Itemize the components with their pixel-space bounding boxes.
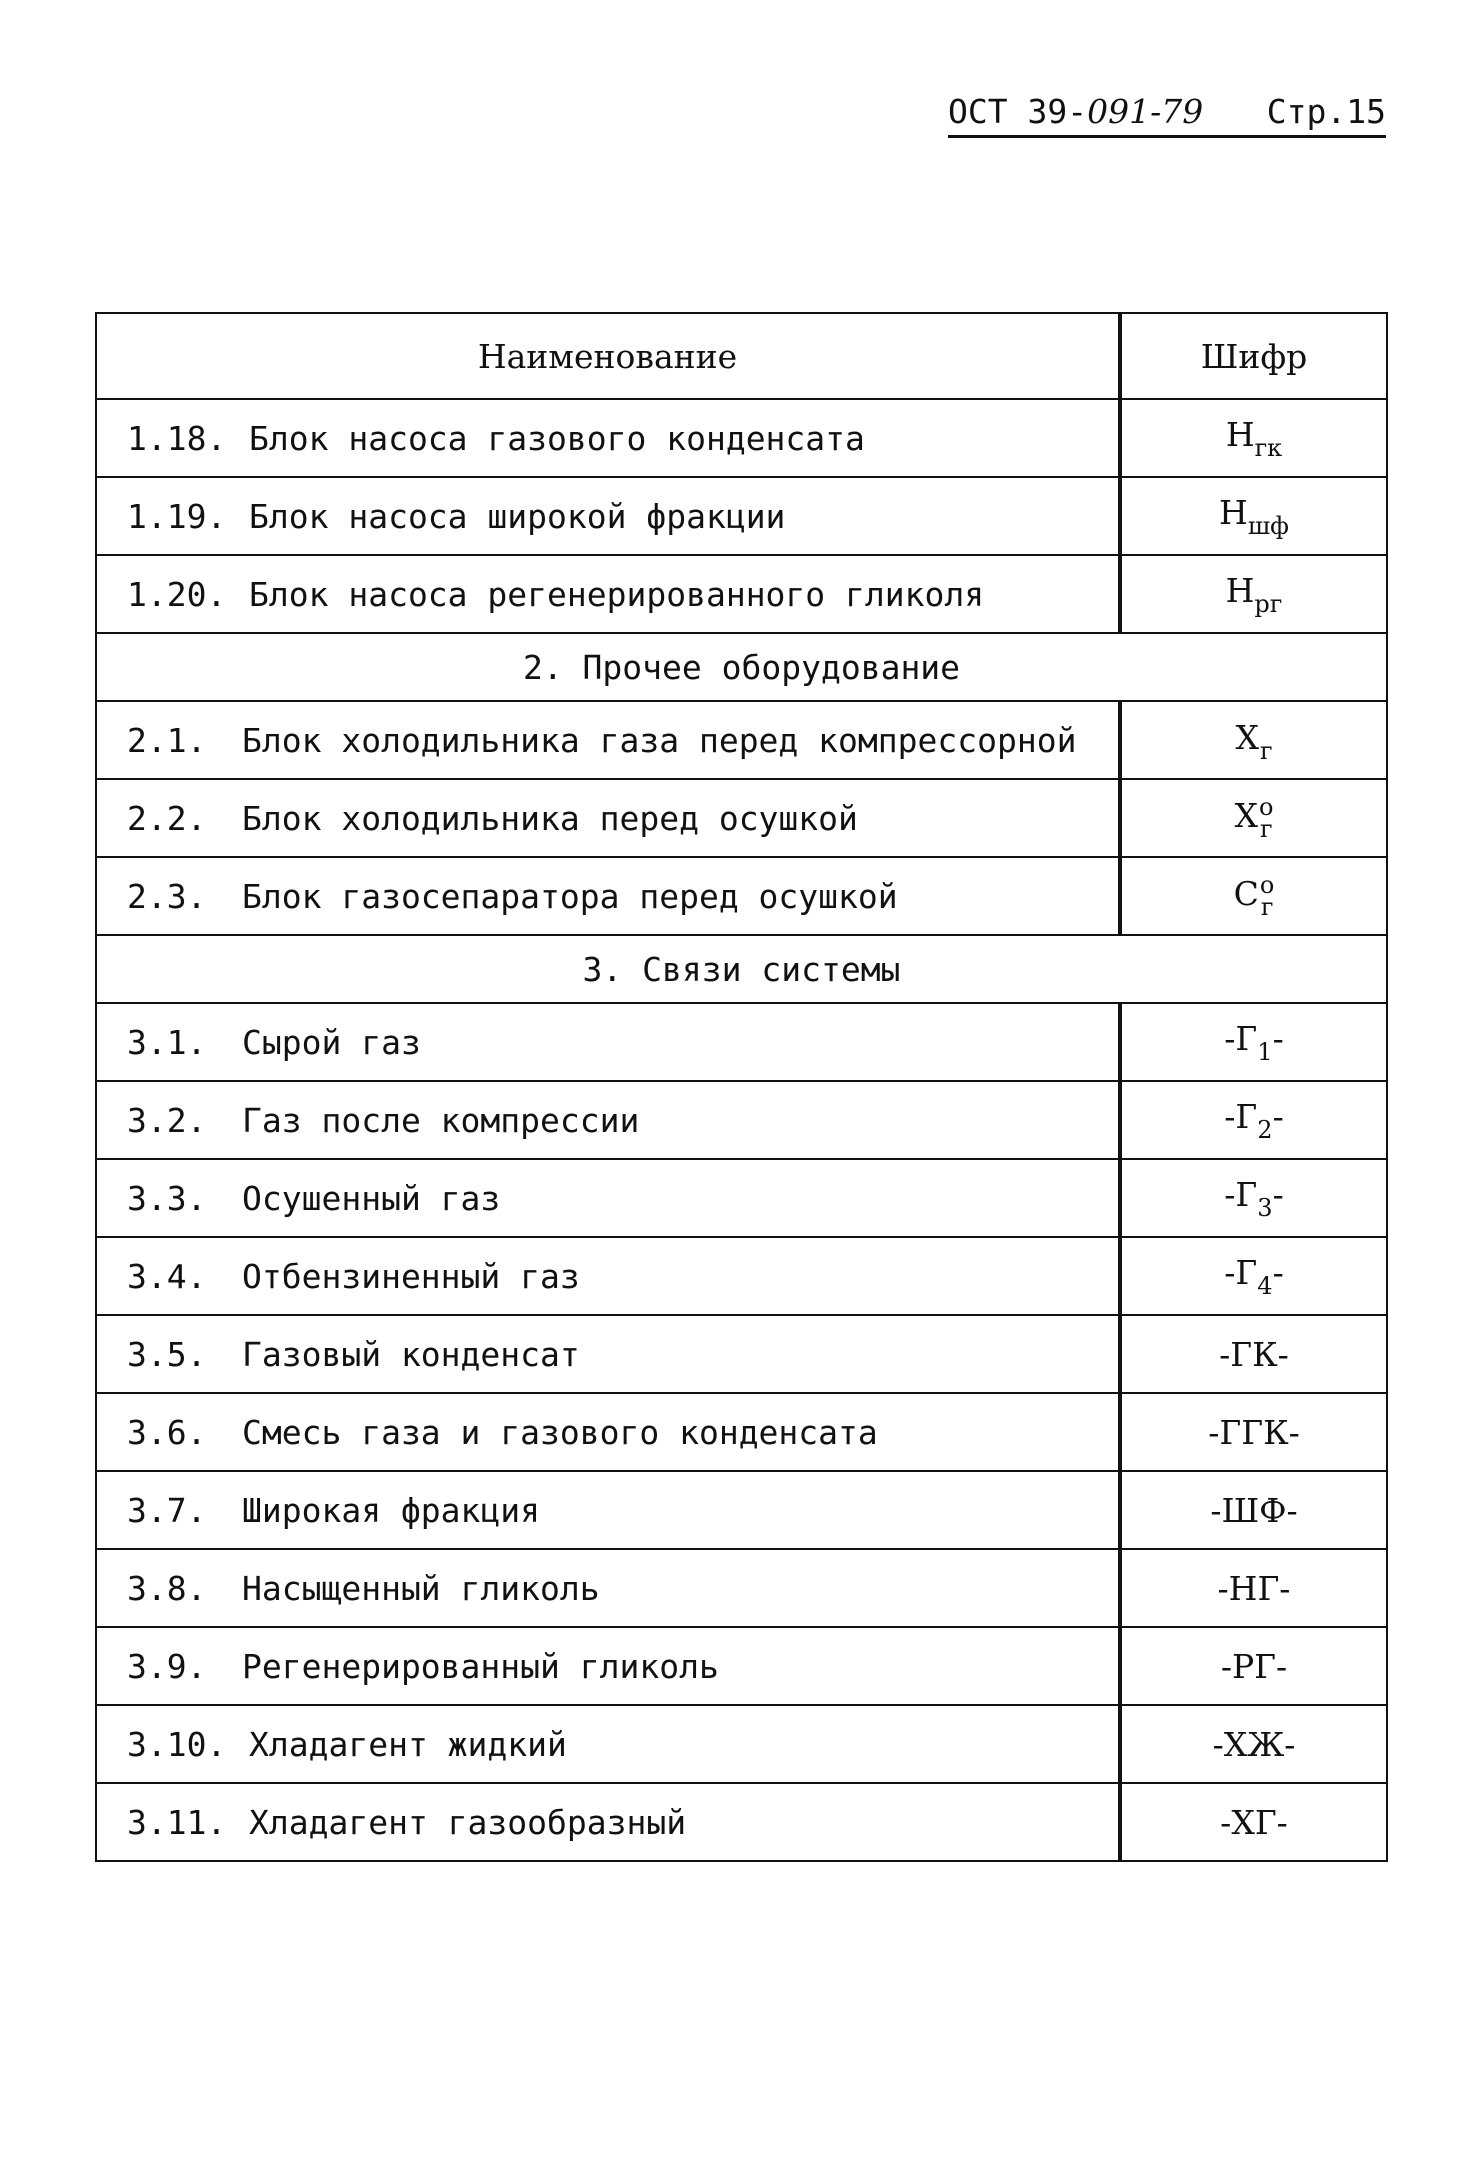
code-subscript: 4: [1257, 1271, 1273, 1300]
row-number: 3.2.: [127, 1100, 207, 1140]
row-name: Хладагент жидкий: [249, 1724, 567, 1764]
table-row: [96, 555, 1387, 633]
table-row: [96, 1003, 1387, 1081]
code-main: -НГ-: [1217, 1568, 1291, 1608]
row-number: 3.6.: [127, 1412, 207, 1452]
row-name: Блок холодильника газа перед компрессорной: [242, 720, 1077, 760]
row-code-cell: [1120, 555, 1387, 633]
row-number: 2.2.: [127, 798, 207, 838]
code-main: -ШФ-: [1210, 1490, 1298, 1530]
section-row-other-equipment: [96, 633, 1387, 701]
table-row: [96, 1315, 1387, 1393]
section-heading: 2. Прочее оборудование: [96, 633, 1387, 701]
code-base: Х: [1234, 796, 1259, 835]
row-name: Смесь газа и газового конденсата: [242, 1412, 878, 1452]
table-row: [96, 779, 1387, 857]
code-main: -ГГК-: [1208, 1412, 1300, 1452]
row-number: 3.9.: [127, 1646, 207, 1686]
row-name: Осушенный газ: [242, 1178, 501, 1218]
row-number: 3.8.: [127, 1568, 207, 1608]
code-base: С: [1233, 874, 1259, 913]
doc-code-handwritten: 091-79: [1087, 92, 1204, 131]
section-row-system-links: [96, 935, 1387, 1003]
row-name-cell: [96, 1549, 1120, 1627]
code-sup-sub: [1259, 793, 1274, 843]
row-code-cell: [1120, 857, 1387, 935]
row-name: Блок насоса регенерированного гликоля: [249, 574, 985, 614]
code-main: -ХГ-: [1220, 1802, 1288, 1842]
page-number: Стр.15: [1266, 92, 1386, 131]
row-code-cell: [1120, 1627, 1387, 1705]
document-code: [948, 92, 1203, 131]
page-header: [948, 88, 1386, 138]
row-code-cell: [1120, 1237, 1387, 1315]
row-name: Хладагент газообразный: [249, 1802, 687, 1842]
table-row: [96, 477, 1387, 555]
code-base: Н: [1219, 492, 1248, 532]
code-subscript: шф: [1247, 511, 1289, 540]
table-row: [96, 857, 1387, 935]
code-subscript: гк: [1254, 433, 1283, 462]
row-name-cell: [96, 555, 1120, 633]
code-main: -Г: [1224, 1018, 1258, 1058]
equipment-code-table: [95, 312, 1388, 1862]
table-row: [96, 1081, 1387, 1159]
code-suffix: -: [1272, 1018, 1284, 1058]
row-code-cell: [1120, 701, 1387, 779]
row-name-cell: [96, 857, 1120, 935]
row-code-cell: [1120, 1081, 1387, 1159]
code-superscript: о: [1259, 793, 1274, 821]
row-number: 3.7.: [127, 1490, 207, 1530]
row-number: 1.18.: [127, 418, 227, 458]
row-name: Отбензиненный газ: [242, 1256, 580, 1296]
code-main: -ГК-: [1219, 1334, 1289, 1374]
code-subscript: г: [1259, 815, 1273, 843]
row-name: Блок насоса широкой фракции: [249, 496, 786, 536]
row-name-cell: [96, 1393, 1120, 1471]
row-name-cell: [96, 1159, 1120, 1237]
table-header-row: [96, 313, 1387, 399]
row-name-cell: [96, 477, 1120, 555]
code-main: -Г: [1224, 1174, 1258, 1214]
code-suffix: -: [1272, 1174, 1284, 1214]
code-subscript: 2: [1257, 1115, 1273, 1144]
row-code-cell: [1120, 1783, 1387, 1861]
code-suffix: -: [1272, 1252, 1284, 1292]
row-name-cell: [96, 779, 1120, 857]
row-number: 2.3.: [127, 876, 207, 916]
row-name-cell: [96, 701, 1120, 779]
code-base: Н: [1225, 414, 1255, 454]
table-row: [96, 701, 1387, 779]
row-name-cell: [96, 1705, 1120, 1783]
row-name: Газовый конденсат: [242, 1334, 580, 1374]
section-heading: 3. Связи системы: [96, 935, 1387, 1003]
row-name-cell: [96, 1471, 1120, 1549]
row-name: Сырой газ: [242, 1022, 421, 1062]
row-code-cell: [1120, 399, 1387, 477]
row-code-cell: [1120, 1471, 1387, 1549]
row-code-cell: [1120, 779, 1387, 857]
code-base: Х: [1235, 718, 1259, 757]
table-row: [96, 1471, 1387, 1549]
table-row: [96, 399, 1387, 477]
row-name: Широкая фракция: [242, 1490, 541, 1530]
code-subscript: 1: [1257, 1037, 1273, 1066]
row-name-cell: [96, 1237, 1120, 1315]
row-number: 3.3.: [127, 1178, 207, 1218]
row-code-cell: [1120, 477, 1387, 555]
code-sup-sub: [1259, 718, 1273, 765]
row-name-cell: [96, 399, 1120, 477]
row-name-cell: [96, 1081, 1120, 1159]
row-name-cell: [96, 1315, 1120, 1393]
row-name: Блок газосепаратора перед осушкой: [242, 876, 898, 916]
row-code-cell: [1120, 1159, 1387, 1237]
row-number: 2.1.: [127, 720, 207, 760]
row-name: Блок холодильника перед осушкой: [242, 798, 858, 838]
row-number: 1.20.: [127, 574, 227, 614]
row-name-cell: [96, 1003, 1120, 1081]
code-main: -РГ-: [1220, 1646, 1288, 1686]
code-sup-sub: [1259, 871, 1275, 921]
column-header-code: Шифр: [1120, 313, 1387, 399]
table-row: [96, 1393, 1387, 1471]
row-name-cell: [96, 1783, 1120, 1861]
code-suffix: -: [1272, 1096, 1284, 1136]
table-row: [96, 1783, 1387, 1861]
row-number: 3.10.: [127, 1724, 227, 1764]
row-number: 3.11.: [127, 1802, 227, 1842]
row-name: Блок насоса газового конденсата: [249, 418, 865, 458]
row-code-cell: [1120, 1393, 1387, 1471]
row-number: 3.1.: [127, 1022, 207, 1062]
row-code-cell: [1120, 1315, 1387, 1393]
code-subscript: рг: [1254, 589, 1283, 618]
code-subscript: г: [1259, 737, 1273, 765]
table-row: [96, 1159, 1387, 1237]
row-code-cell: [1120, 1549, 1387, 1627]
row-number: 1.19.: [127, 496, 227, 536]
code-subscript: 3: [1257, 1193, 1273, 1222]
code-superscript: о: [1259, 871, 1275, 899]
code-main: -ХЖ-: [1212, 1724, 1296, 1764]
code-main: -Г: [1224, 1252, 1258, 1292]
table-row: [96, 1627, 1387, 1705]
row-name-cell: [96, 1627, 1120, 1705]
code-base: Н: [1225, 570, 1255, 610]
doc-code-prefix: ОСТ 39-: [948, 92, 1088, 131]
row-name: Насыщенный гликоль: [242, 1568, 600, 1608]
row-code-cell: [1120, 1705, 1387, 1783]
code-main: -Г: [1224, 1096, 1258, 1136]
row-number: 3.5.: [127, 1334, 207, 1374]
row-name: Газ после компрессии: [242, 1100, 640, 1140]
column-header-name: Наименование: [96, 313, 1120, 399]
row-number: 3.4.: [127, 1256, 207, 1296]
table-row: [96, 1549, 1387, 1627]
table-row: [96, 1705, 1387, 1783]
code-subscript: г: [1260, 893, 1274, 921]
table-row: [96, 1237, 1387, 1315]
row-name: Регенерированный гликоль: [242, 1646, 719, 1686]
row-code-cell: [1120, 1003, 1387, 1081]
